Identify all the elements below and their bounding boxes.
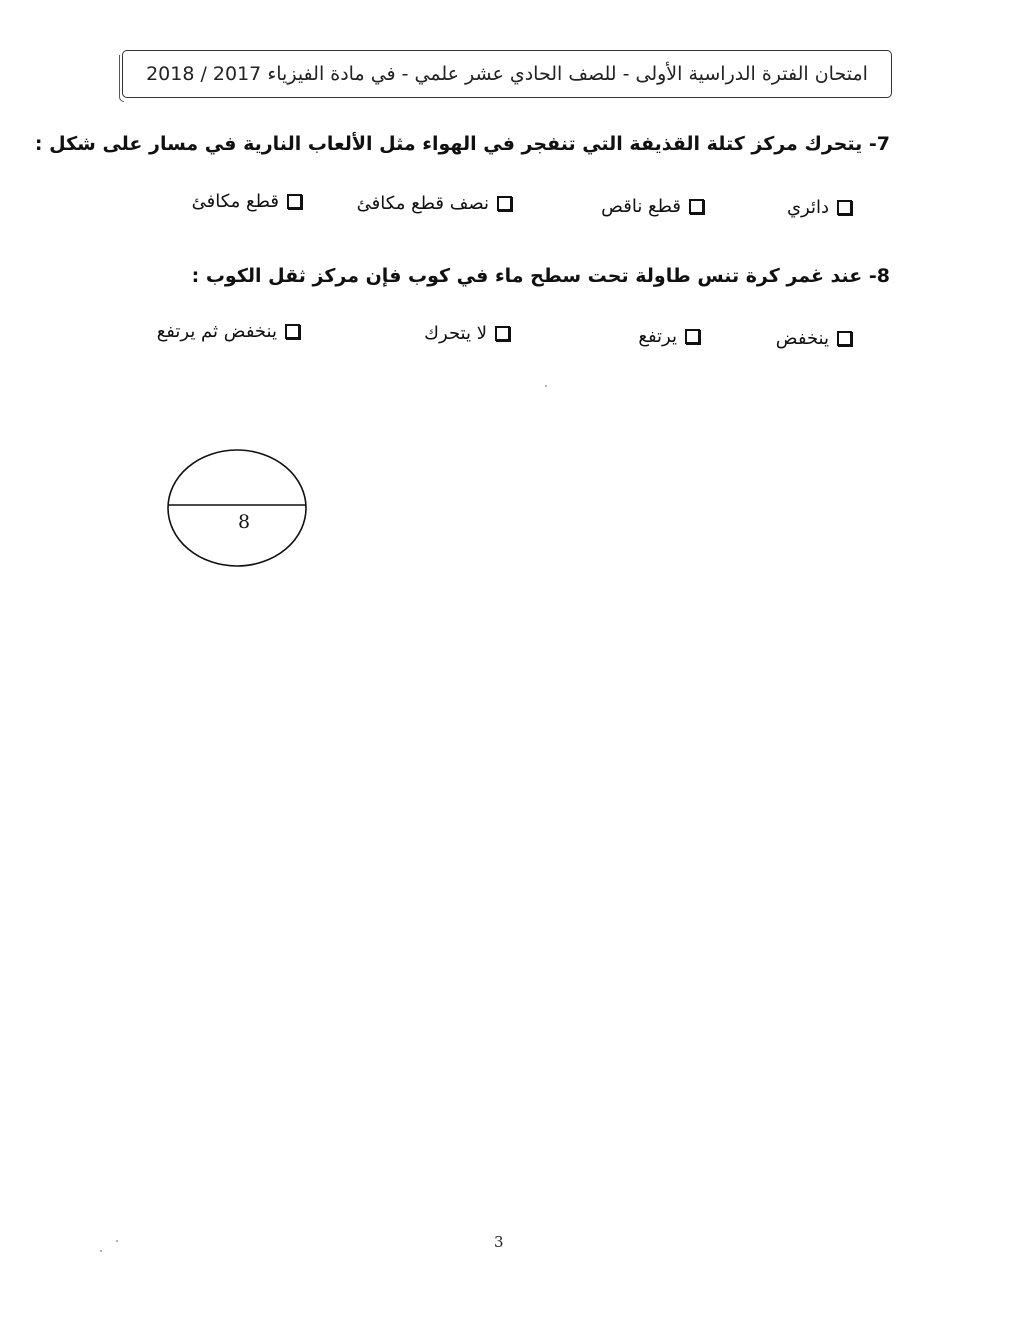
circle-outline	[168, 450, 306, 566]
q7-option-label: نصف قطع مكافئ	[356, 193, 489, 214]
q8-option-label: ينخفض	[775, 328, 829, 349]
checkbox-icon[interactable]	[287, 194, 302, 209]
scan-speck	[116, 1240, 118, 1242]
q7-option-label: قطع ناقص	[601, 196, 681, 217]
q7-option-ellipse[interactable]	[601, 196, 704, 217]
q8-option-label: لا يتحرك	[424, 323, 487, 344]
checkbox-icon[interactable]	[837, 331, 852, 346]
q8-option-label: يرتفع	[638, 326, 677, 347]
q7-option-circular[interactable]	[787, 197, 852, 218]
q8-option-label: ينخفض ثم يرتفع	[156, 321, 277, 342]
checkbox-icon[interactable]	[495, 326, 510, 341]
exam-title: امتحان الفترة الدراسية الأولى - للصف الحادي عشر علمي - في مادة الفيزياء 2017 / 2018	[146, 63, 868, 85]
q8-option-no-move[interactable]	[424, 323, 510, 344]
q8-option-falls[interactable]	[776, 328, 852, 349]
q8-option-rises[interactable]	[638, 326, 700, 347]
q8-option-falls-then-rises[interactable]	[157, 321, 300, 342]
checkbox-icon[interactable]	[285, 324, 300, 339]
checkbox-icon[interactable]	[685, 329, 700, 344]
q7-option-half-parabola[interactable]	[357, 193, 512, 214]
page-number: 3	[494, 1233, 504, 1251]
q7-option-label: قطع مكافئ	[191, 191, 279, 212]
q7-option-parabola[interactable]	[192, 191, 302, 212]
q7-option-label: دائري	[786, 197, 829, 218]
figure-label: 8	[238, 511, 251, 533]
question-7-text: 7- يتحرك مركز كتلة القذيفة التي تنفجر في الهواء مثل الألعاب النارية في مسار على شكل :	[34, 133, 890, 155]
checkbox-icon[interactable]	[497, 196, 512, 211]
exam-header	[122, 50, 892, 98]
scan-speck	[545, 385, 547, 387]
question-8-text: 8- عند غمر كرة تنس طاولة تحت سطح ماء في كوب فإن مركز ثقل الكوب :	[191, 265, 890, 287]
figure-circle-diagram	[162, 445, 312, 570]
checkbox-icon[interactable]	[837, 200, 852, 215]
scan-speck	[100, 1250, 102, 1252]
checkbox-icon[interactable]	[689, 199, 704, 214]
